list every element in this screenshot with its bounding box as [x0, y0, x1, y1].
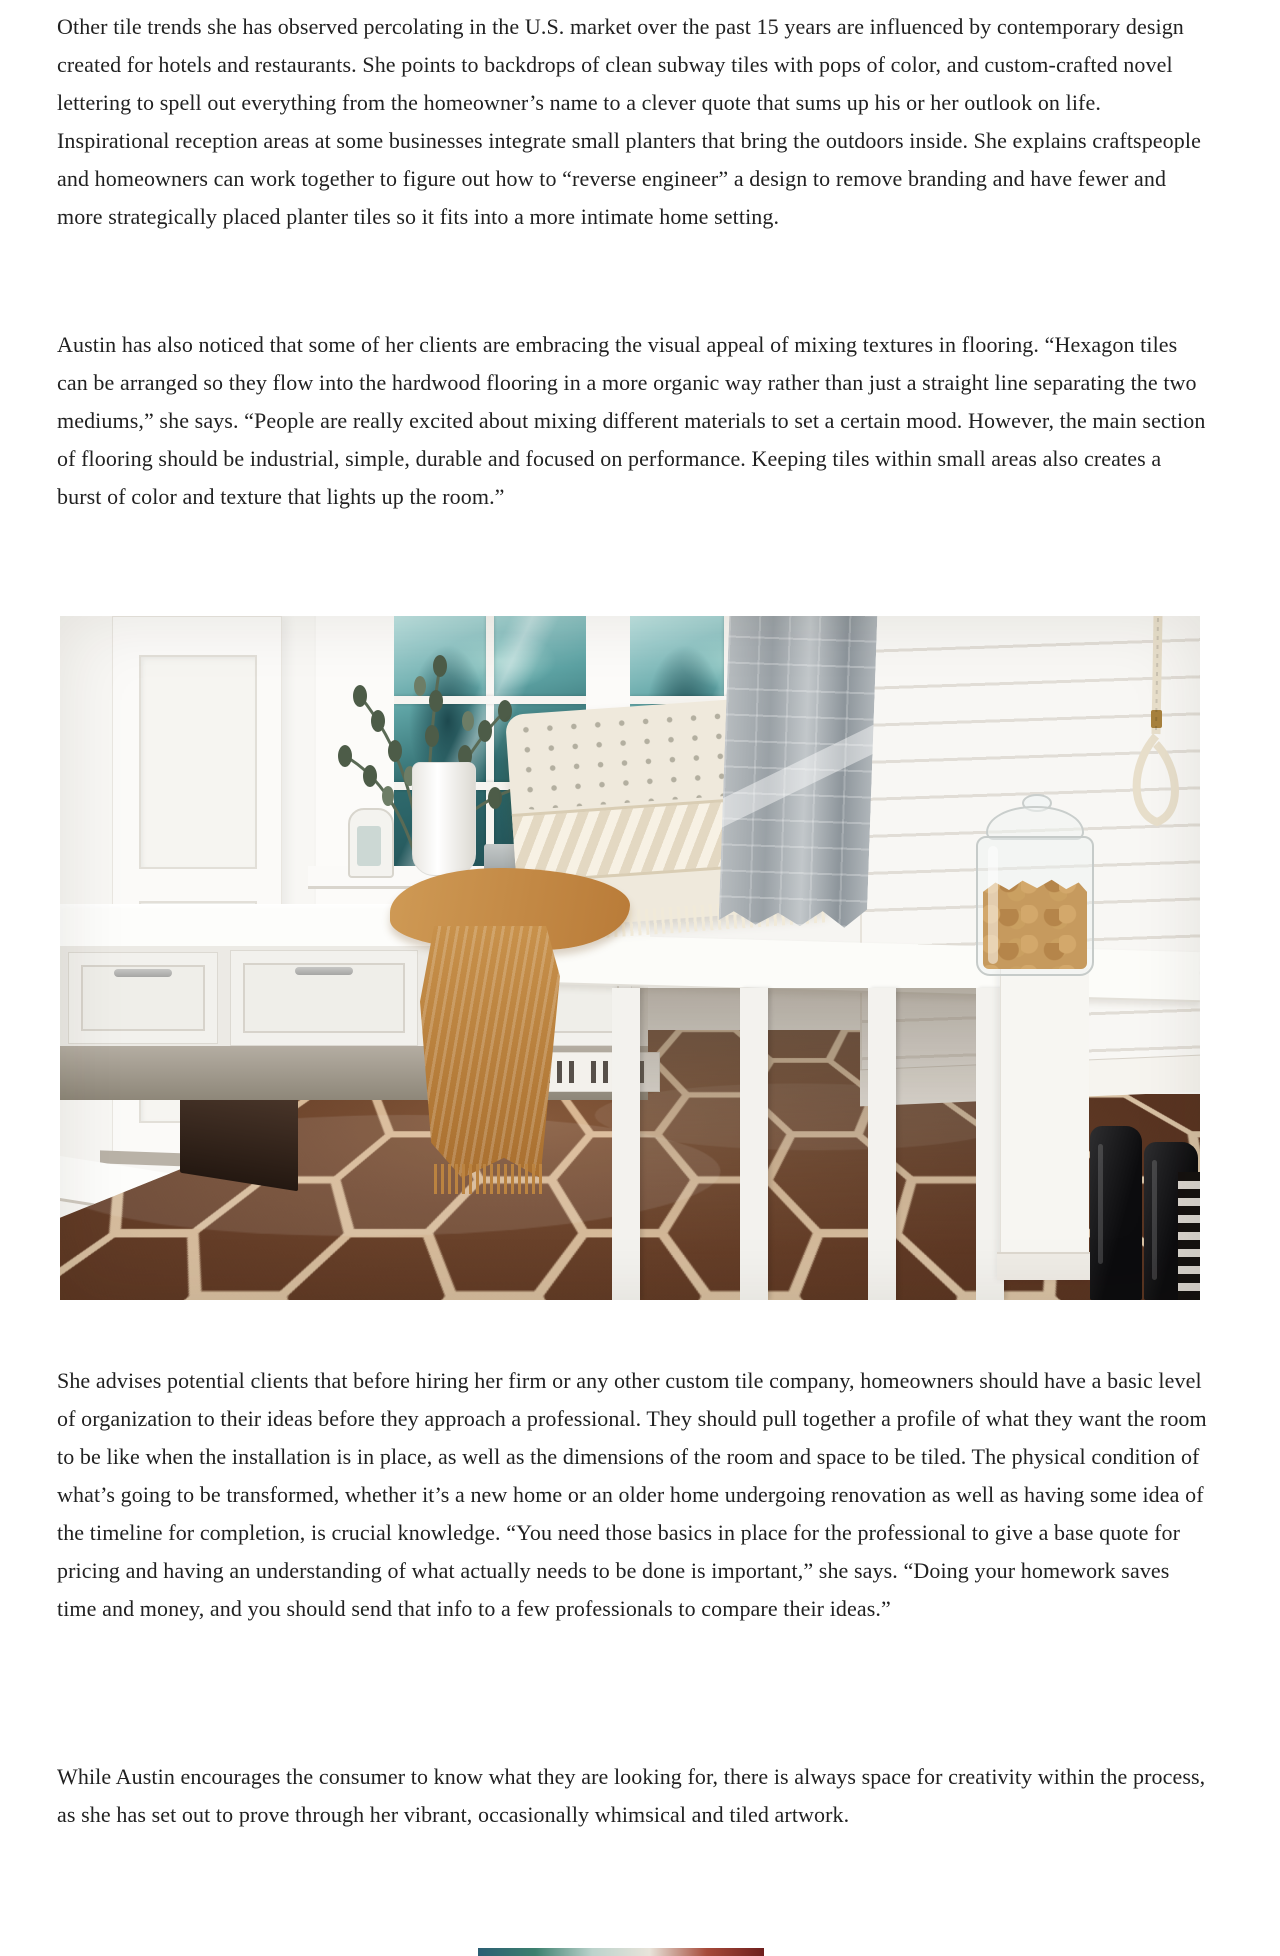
paragraph-creativity: While Austin encourages the consumer to know what they are looking for, there is always space for creativity within the process, as she has set out to prove through her vibrant, occasionally whimsical and tiled artwork.: [57, 1764, 1206, 1827]
lantern: [348, 808, 394, 878]
hanging-rope: [1112, 616, 1200, 856]
cubby-opening: [640, 988, 740, 1256]
boot-shine: [1098, 1144, 1103, 1264]
drawer-pull: [295, 967, 353, 975]
gray-plaid-towel: [719, 616, 878, 928]
jar-lid: [986, 806, 1084, 840]
jar-body: [976, 836, 1094, 976]
drawer: [68, 952, 218, 1044]
next-image-sliver: [478, 1948, 764, 1956]
paragraph-tile-trends: Other tile trends she has observed percolating in the U.S. market over the past 15 years are influenced by contemporary design created for hotels and restaurants. She points to backdrops of clean subway tiles with pops of color, and custom-crafted novel lettering to spell out everything from the homeowner’s name to a clever quote that sums up his or her outlook on life. Inspirational reception areas at some businesses integrate small planters that bring the outdoors inside. She explains craftspeople and homeowners can work together to figure out how to “reverse engineer” a design to remove branding and have fewer and more strategically placed planter tiles so it fits into a more intimate home setting.: [57, 14, 1201, 229]
cubby-opening: [896, 988, 976, 1256]
throw-tail: [420, 926, 560, 1178]
rust-throw-blanket: [390, 868, 650, 1198]
cubby-opening: [768, 988, 868, 1256]
jar-treats: [983, 875, 1087, 969]
lantern-glass: [357, 826, 381, 866]
throw-fringe: [434, 1164, 544, 1194]
mudroom-photo: [60, 616, 1200, 1300]
door-panel-top: [139, 655, 257, 869]
bench-end-panel: [1000, 968, 1089, 1280]
bench-cubbies: [612, 988, 1004, 1300]
paragraph-mixing-textures: Austin has also noticed that some of her clients are embracing the visual appeal of mixing textures in flooring. “Hexagon tiles can be arranged so they flow into the hardwood flooring in a more organic way rather than just a straight line separating the two mediums,” she says. “People are really excited about mixing different materials to set a certain mood. However, the main section of flooring should be industrial, simple, durable and focused on performance. Keeping tiles within small areas also creates a burst of color and texture that lights up the room.”: [57, 332, 1206, 509]
cubby-post: [740, 988, 768, 1300]
white-vase: [412, 762, 476, 876]
treat-jar: [976, 794, 1094, 974]
jar-shine: [988, 846, 998, 964]
cubby-post: [868, 988, 896, 1300]
boot-shine: [1152, 1160, 1157, 1280]
drawer-pull: [114, 969, 172, 977]
striped-basket-edge: [1178, 1172, 1200, 1300]
paragraph-client-advice: She advises potential clients that before hiring her firm or any other custom tile company, homeowners should have a basic level of organization to their ideas before they approach a professional. They should pull together a profile of what they want the room to be like when the installation is in place, as well as the dimensions of the room and space to be tiled. The physical condition of what’s going to be transformed, whether it’s a new home or an older home undergoing renovation as well as having some idea of the timeline for completion, is crucial knowledge. “You need those basics in place for the professional to give a base quote for pricing and having an understanding of what actually needs to be done is important,” she says. “Doing your homework saves time and money, and you should send that info to a few professionals to compare their ideas.”: [57, 1368, 1207, 1621]
boot-left: [1090, 1126, 1142, 1300]
